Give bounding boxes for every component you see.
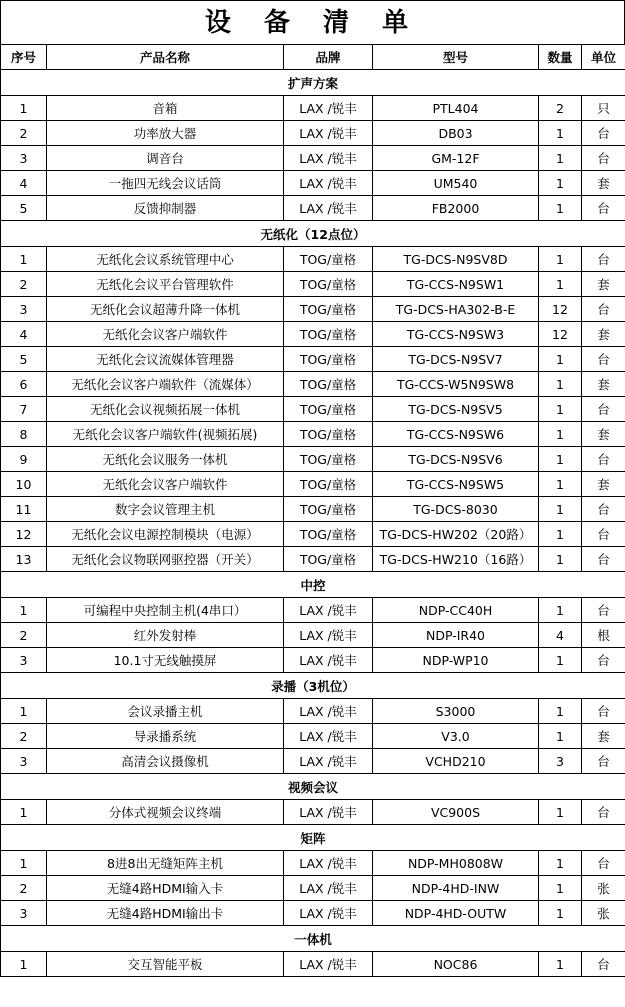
header-qty: 数量: [539, 45, 582, 70]
cell-brand: LAX /锐丰: [284, 699, 373, 724]
cell-model: TG-DCS-N9SV6: [373, 447, 539, 472]
table-row: [1, 851, 625, 876]
cell-qty: 1: [539, 171, 582, 196]
cell-name: 10.1寸无线触摸屏: [47, 648, 284, 673]
cell-unit: 台: [582, 196, 625, 221]
header-brand: 品牌: [284, 45, 373, 70]
cell-unit: 台: [582, 397, 625, 422]
cell-brand: LAX /锐丰: [284, 851, 373, 876]
cell-qty: 1: [539, 598, 582, 623]
cell-model: NDP-CC40H: [373, 598, 539, 623]
table-row: [1, 901, 625, 926]
cell-brand: TOG/童格: [284, 472, 373, 497]
cell-brand: LAX /锐丰: [284, 121, 373, 146]
cell-brand: LAX /锐丰: [284, 648, 373, 673]
cell-name: 无纸化会议客户端软件: [47, 322, 284, 347]
table-row: [1, 497, 625, 522]
cell-index: 4: [1, 171, 47, 196]
section-row: [1, 825, 625, 851]
table-row: [1, 472, 625, 497]
table-row: [1, 699, 625, 724]
cell-model: NDP-IR40: [373, 623, 539, 648]
section-row: [1, 926, 625, 952]
cell-qty: 1: [539, 952, 582, 977]
cell-unit: 套: [582, 322, 625, 347]
cell-model: TG-DCS-HW202（20路）: [373, 522, 539, 547]
cell-brand: LAX /锐丰: [284, 952, 373, 977]
cell-model: NOC86: [373, 952, 539, 977]
cell-qty: 1: [539, 800, 582, 825]
cell-unit: 套: [582, 422, 625, 447]
cell-index: 12: [1, 522, 47, 547]
cell-brand: TOG/童格: [284, 347, 373, 372]
cell-index: 2: [1, 876, 47, 901]
section-title: 矩阵: [1, 825, 625, 851]
cell-model: NDP-4HD-INW: [373, 876, 539, 901]
cell-model: GM-12F: [373, 146, 539, 171]
table-row: [1, 171, 625, 196]
table-row: [1, 522, 625, 547]
cell-name: 8进8出无缝矩阵主机: [47, 851, 284, 876]
cell-index: 2: [1, 121, 47, 146]
cell-model: TG-DCS-N9SV8D: [373, 247, 539, 272]
cell-index: 1: [1, 800, 47, 825]
cell-qty: 1: [539, 472, 582, 497]
cell-unit: 台: [582, 297, 625, 322]
cell-brand: TOG/童格: [284, 322, 373, 347]
table-row: [1, 623, 625, 648]
cell-model: S3000: [373, 699, 539, 724]
cell-unit: 套: [582, 472, 625, 497]
cell-name: 无纸化会议客户端软件: [47, 472, 284, 497]
table-row: [1, 347, 625, 372]
cell-name: 无纸化会议客户端软件(视频拓展): [47, 422, 284, 447]
cell-unit: 台: [582, 247, 625, 272]
cell-brand: TOG/童格: [284, 422, 373, 447]
cell-name: 无纸化会议平台管理软件: [47, 272, 284, 297]
cell-name: 无缝4路HDMI输入卡: [47, 876, 284, 901]
cell-unit: 套: [582, 724, 625, 749]
cell-qty: 1: [539, 547, 582, 572]
section-row: [1, 572, 625, 598]
header-model: 型号: [373, 45, 539, 70]
cell-qty: 1: [539, 497, 582, 522]
cell-index: 9: [1, 447, 47, 472]
table-row: [1, 749, 625, 774]
section-row: [1, 673, 625, 699]
cell-unit: 台: [582, 648, 625, 673]
cell-unit: 张: [582, 901, 625, 926]
cell-index: 6: [1, 372, 47, 397]
cell-model: TG-DCS-HW210（16路）: [373, 547, 539, 572]
cell-brand: LAX /锐丰: [284, 901, 373, 926]
cell-index: 1: [1, 851, 47, 876]
cell-index: 1: [1, 247, 47, 272]
cell-name: 一拖四无线会议话筒: [47, 171, 284, 196]
cell-model: TG-DCS-HA302-B-E: [373, 297, 539, 322]
cell-index: 2: [1, 272, 47, 297]
cell-qty: 4: [539, 623, 582, 648]
table-row: [1, 322, 625, 347]
cell-name: 导录播系统: [47, 724, 284, 749]
cell-qty: 1: [539, 121, 582, 146]
section-title: 中控: [1, 572, 625, 598]
cell-unit: 台: [582, 347, 625, 372]
cell-brand: LAX /锐丰: [284, 749, 373, 774]
table-row: [1, 372, 625, 397]
section-title: 视频会议: [1, 774, 625, 800]
cell-brand: TOG/童格: [284, 497, 373, 522]
cell-qty: 1: [539, 699, 582, 724]
cell-index: 13: [1, 547, 47, 572]
cell-index: 5: [1, 347, 47, 372]
equipment-table: [0, 44, 625, 977]
cell-model: NDP-4HD-OUTW: [373, 901, 539, 926]
table-row: [1, 876, 625, 901]
table-row: [1, 272, 625, 297]
table-row: [1, 648, 625, 673]
cell-model: V3.0: [373, 724, 539, 749]
header-index: 序号: [1, 45, 47, 70]
cell-model: NDP-WP10: [373, 648, 539, 673]
cell-model: UM540: [373, 171, 539, 196]
cell-brand: LAX /锐丰: [284, 196, 373, 221]
cell-model: DB03: [373, 121, 539, 146]
cell-brand: LAX /锐丰: [284, 724, 373, 749]
cell-name: 无纸化会议客户端软件（流媒体）: [47, 372, 284, 397]
cell-qty: 1: [539, 724, 582, 749]
cell-qty: 12: [539, 297, 582, 322]
cell-brand: LAX /锐丰: [284, 800, 373, 825]
cell-model: NDP-MH0808W: [373, 851, 539, 876]
cell-name: 交互智能平板: [47, 952, 284, 977]
cell-index: 2: [1, 623, 47, 648]
table-row: [1, 247, 625, 272]
section-row: [1, 774, 625, 800]
cell-unit: 张: [582, 876, 625, 901]
cell-qty: 1: [539, 648, 582, 673]
cell-unit: 台: [582, 699, 625, 724]
cell-model: VCHD210: [373, 749, 539, 774]
cell-name: 数字会议管理主机: [47, 497, 284, 522]
cell-brand: TOG/童格: [284, 547, 373, 572]
cell-qty: 1: [539, 347, 582, 372]
cell-unit: 台: [582, 497, 625, 522]
cell-qty: 1: [539, 196, 582, 221]
cell-model: FB2000: [373, 196, 539, 221]
section-title: 扩声方案: [1, 70, 625, 96]
cell-index: 1: [1, 699, 47, 724]
cell-qty: 1: [539, 422, 582, 447]
cell-qty: 1: [539, 146, 582, 171]
table-row: [1, 146, 625, 171]
cell-brand: TOG/童格: [284, 372, 373, 397]
cell-name: 无缝4路HDMI输出卡: [47, 901, 284, 926]
cell-name: 功率放大器: [47, 121, 284, 146]
cell-index: 3: [1, 901, 47, 926]
cell-name: 无纸化会议物联网驱控器（开关）: [47, 547, 284, 572]
cell-qty: 1: [539, 372, 582, 397]
cell-index: 2: [1, 724, 47, 749]
table-row: [1, 196, 625, 221]
cell-index: 3: [1, 648, 47, 673]
cell-brand: TOG/童格: [284, 272, 373, 297]
cell-index: 3: [1, 297, 47, 322]
cell-name: 反馈抑制器: [47, 196, 284, 221]
section-title: 一体机: [1, 926, 625, 952]
table-row: [1, 724, 625, 749]
cell-qty: 1: [539, 851, 582, 876]
cell-name: 无纸化会议超薄升降一体机: [47, 297, 284, 322]
cell-unit: 台: [582, 952, 625, 977]
cell-model: TG-DCS-N9SV7: [373, 347, 539, 372]
table-row: [1, 96, 625, 121]
cell-qty: 1: [539, 397, 582, 422]
cell-index: 8: [1, 422, 47, 447]
cell-unit: 台: [582, 851, 625, 876]
cell-name: 无纸化会议电源控制模块（电源）: [47, 522, 284, 547]
section-title: 录播（3机位）: [1, 673, 625, 699]
cell-model: TG-DCS-N9SV5: [373, 397, 539, 422]
cell-index: 3: [1, 749, 47, 774]
table-row: [1, 121, 625, 146]
cell-qty: 1: [539, 272, 582, 297]
cell-model: PTL404: [373, 96, 539, 121]
cell-unit: 台: [582, 547, 625, 572]
table-row: [1, 297, 625, 322]
cell-brand: LAX /锐丰: [284, 146, 373, 171]
cell-model: VC900S: [373, 800, 539, 825]
cell-brand: TOG/童格: [284, 397, 373, 422]
cell-model: TG-CCS-N9SW6: [373, 422, 539, 447]
cell-unit: 根: [582, 623, 625, 648]
table-body: [1, 70, 625, 977]
cell-name: 分体式视频会议终端: [47, 800, 284, 825]
cell-name: 无纸化会议服务一体机: [47, 447, 284, 472]
header-unit: 单位: [582, 45, 625, 70]
table-row: [1, 397, 625, 422]
cell-unit: 台: [582, 598, 625, 623]
cell-name: 无纸化会议流媒体管理器: [47, 347, 284, 372]
cell-brand: LAX /锐丰: [284, 96, 373, 121]
cell-model: TG-CCS-N9SW5: [373, 472, 539, 497]
section-row: [1, 70, 625, 96]
table-row: [1, 952, 625, 977]
cell-qty: 12: [539, 322, 582, 347]
cell-qty: 1: [539, 447, 582, 472]
cell-index: 1: [1, 96, 47, 121]
cell-unit: 台: [582, 447, 625, 472]
cell-name: 音箱: [47, 96, 284, 121]
cell-model: TG-CCS-W5N9SW8: [373, 372, 539, 397]
cell-unit: 只: [582, 96, 625, 121]
cell-name: 无纸化会议系统管理中心: [47, 247, 284, 272]
cell-unit: 台: [582, 121, 625, 146]
cell-index: 11: [1, 497, 47, 522]
cell-name: 红外发射棒: [47, 623, 284, 648]
cell-brand: LAX /锐丰: [284, 598, 373, 623]
page-title: 设 备 清 单: [0, 0, 625, 44]
section-title: 无纸化（12点位）: [1, 221, 625, 247]
cell-index: 1: [1, 598, 47, 623]
cell-qty: 1: [539, 901, 582, 926]
cell-brand: TOG/童格: [284, 522, 373, 547]
cell-qty: 1: [539, 247, 582, 272]
cell-unit: 台: [582, 800, 625, 825]
cell-unit: 套: [582, 272, 625, 297]
cell-unit: 台: [582, 146, 625, 171]
cell-name: 会议录播主机: [47, 699, 284, 724]
cell-name: 高清会议摄像机: [47, 749, 284, 774]
cell-brand: TOG/童格: [284, 297, 373, 322]
table-header-row: [1, 45, 625, 70]
cell-unit: 台: [582, 522, 625, 547]
table-row: [1, 800, 625, 825]
cell-model: TG-CCS-N9SW1: [373, 272, 539, 297]
table-row: [1, 422, 625, 447]
cell-brand: LAX /锐丰: [284, 876, 373, 901]
table-row: [1, 598, 625, 623]
cell-brand: TOG/童格: [284, 247, 373, 272]
cell-unit: 台: [582, 749, 625, 774]
cell-index: 7: [1, 397, 47, 422]
cell-model: TG-CCS-N9SW3: [373, 322, 539, 347]
cell-model: TG-DCS-8030: [373, 497, 539, 522]
cell-name: 可编程中央控制主机(4串口）: [47, 598, 284, 623]
table-row: [1, 447, 625, 472]
cell-name: 调音台: [47, 146, 284, 171]
cell-index: 10: [1, 472, 47, 497]
cell-name: 无纸化会议视频拓展一体机: [47, 397, 284, 422]
cell-brand: LAX /锐丰: [284, 623, 373, 648]
section-row: [1, 221, 625, 247]
cell-index: 4: [1, 322, 47, 347]
cell-unit: 套: [582, 171, 625, 196]
cell-qty: 3: [539, 749, 582, 774]
cell-qty: 1: [539, 876, 582, 901]
cell-qty: 1: [539, 522, 582, 547]
table-row: [1, 547, 625, 572]
cell-index: 1: [1, 952, 47, 977]
cell-index: 5: [1, 196, 47, 221]
cell-brand: TOG/童格: [284, 447, 373, 472]
cell-qty: 2: [539, 96, 582, 121]
cell-brand: LAX /锐丰: [284, 171, 373, 196]
cell-index: 3: [1, 146, 47, 171]
cell-unit: 套: [582, 372, 625, 397]
header-name: 产品名称: [47, 45, 284, 70]
